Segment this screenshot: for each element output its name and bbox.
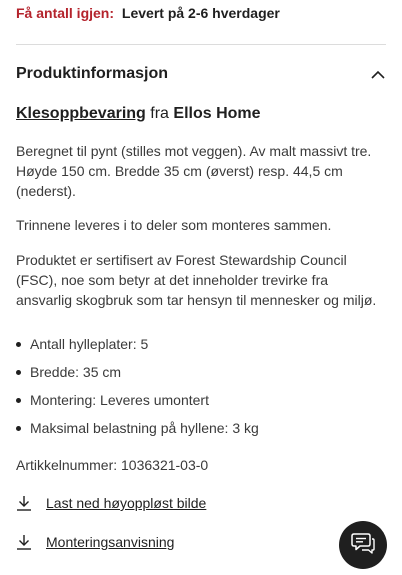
assembly-instructions-label[interactable]: Monteringsanvisning: [46, 534, 175, 550]
stock-status: [16, 4, 280, 22]
download-image-link[interactable]: [16, 492, 206, 514]
download-icon: [16, 534, 32, 550]
description-paragraph: Produktet er sertifisert av Forest Stewardship Council (FSC), noe som betyr at det inneholder trevirke fra ansvarlig skogbruk som tar hensyn til mennesker og miljø.: [16, 252, 377, 308]
chat-button[interactable]: [339, 521, 387, 569]
download-image-label[interactable]: Last ned høyoppløst bilde: [46, 495, 207, 511]
product-origin: [16, 104, 261, 124]
spec-list: [16, 333, 259, 445]
from-word: fra: [150, 105, 169, 122]
category-link[interactable]: Klesoppbevaring: [16, 105, 146, 122]
download-icon: [16, 495, 32, 511]
section-title: Produktinformasjon: [16, 65, 169, 82]
section-divider: [16, 44, 386, 45]
assembly-instructions-link[interactable]: [16, 531, 174, 553]
spec-item: Bredde: 35 cm: [16, 361, 259, 389]
delivery-time: Levert på 2-6 hverdager: [121, 5, 280, 21]
description-paragraph: Trinnene leveres i to deler som monteres sammen.: [16, 217, 332, 233]
description-paragraph: Beregnet til pynt (stilles mot veggen). Av malt massivt tre. Høyde 150 cm. Bredde 35 cm (øverst) resp. 44,5 cm (nederst).: [16, 143, 372, 199]
chat-bubble-icon: [351, 532, 375, 559]
spec-item: Maksimal belastning på hyllene: 3 kg: [16, 417, 259, 445]
chevron-up-icon[interactable]: [370, 66, 386, 82]
product-info-accordion-header[interactable]: [16, 58, 386, 90]
spec-item: Antall hylleplater: 5: [16, 333, 259, 361]
spec-item: Montering: Leveres umontert: [16, 389, 259, 417]
article-number: Artikkelnummer: 1036321-03-0: [16, 457, 209, 473]
brand-name: Ellos Home: [173, 105, 261, 122]
low-stock-label: Få antall igjen:: [16, 5, 115, 21]
